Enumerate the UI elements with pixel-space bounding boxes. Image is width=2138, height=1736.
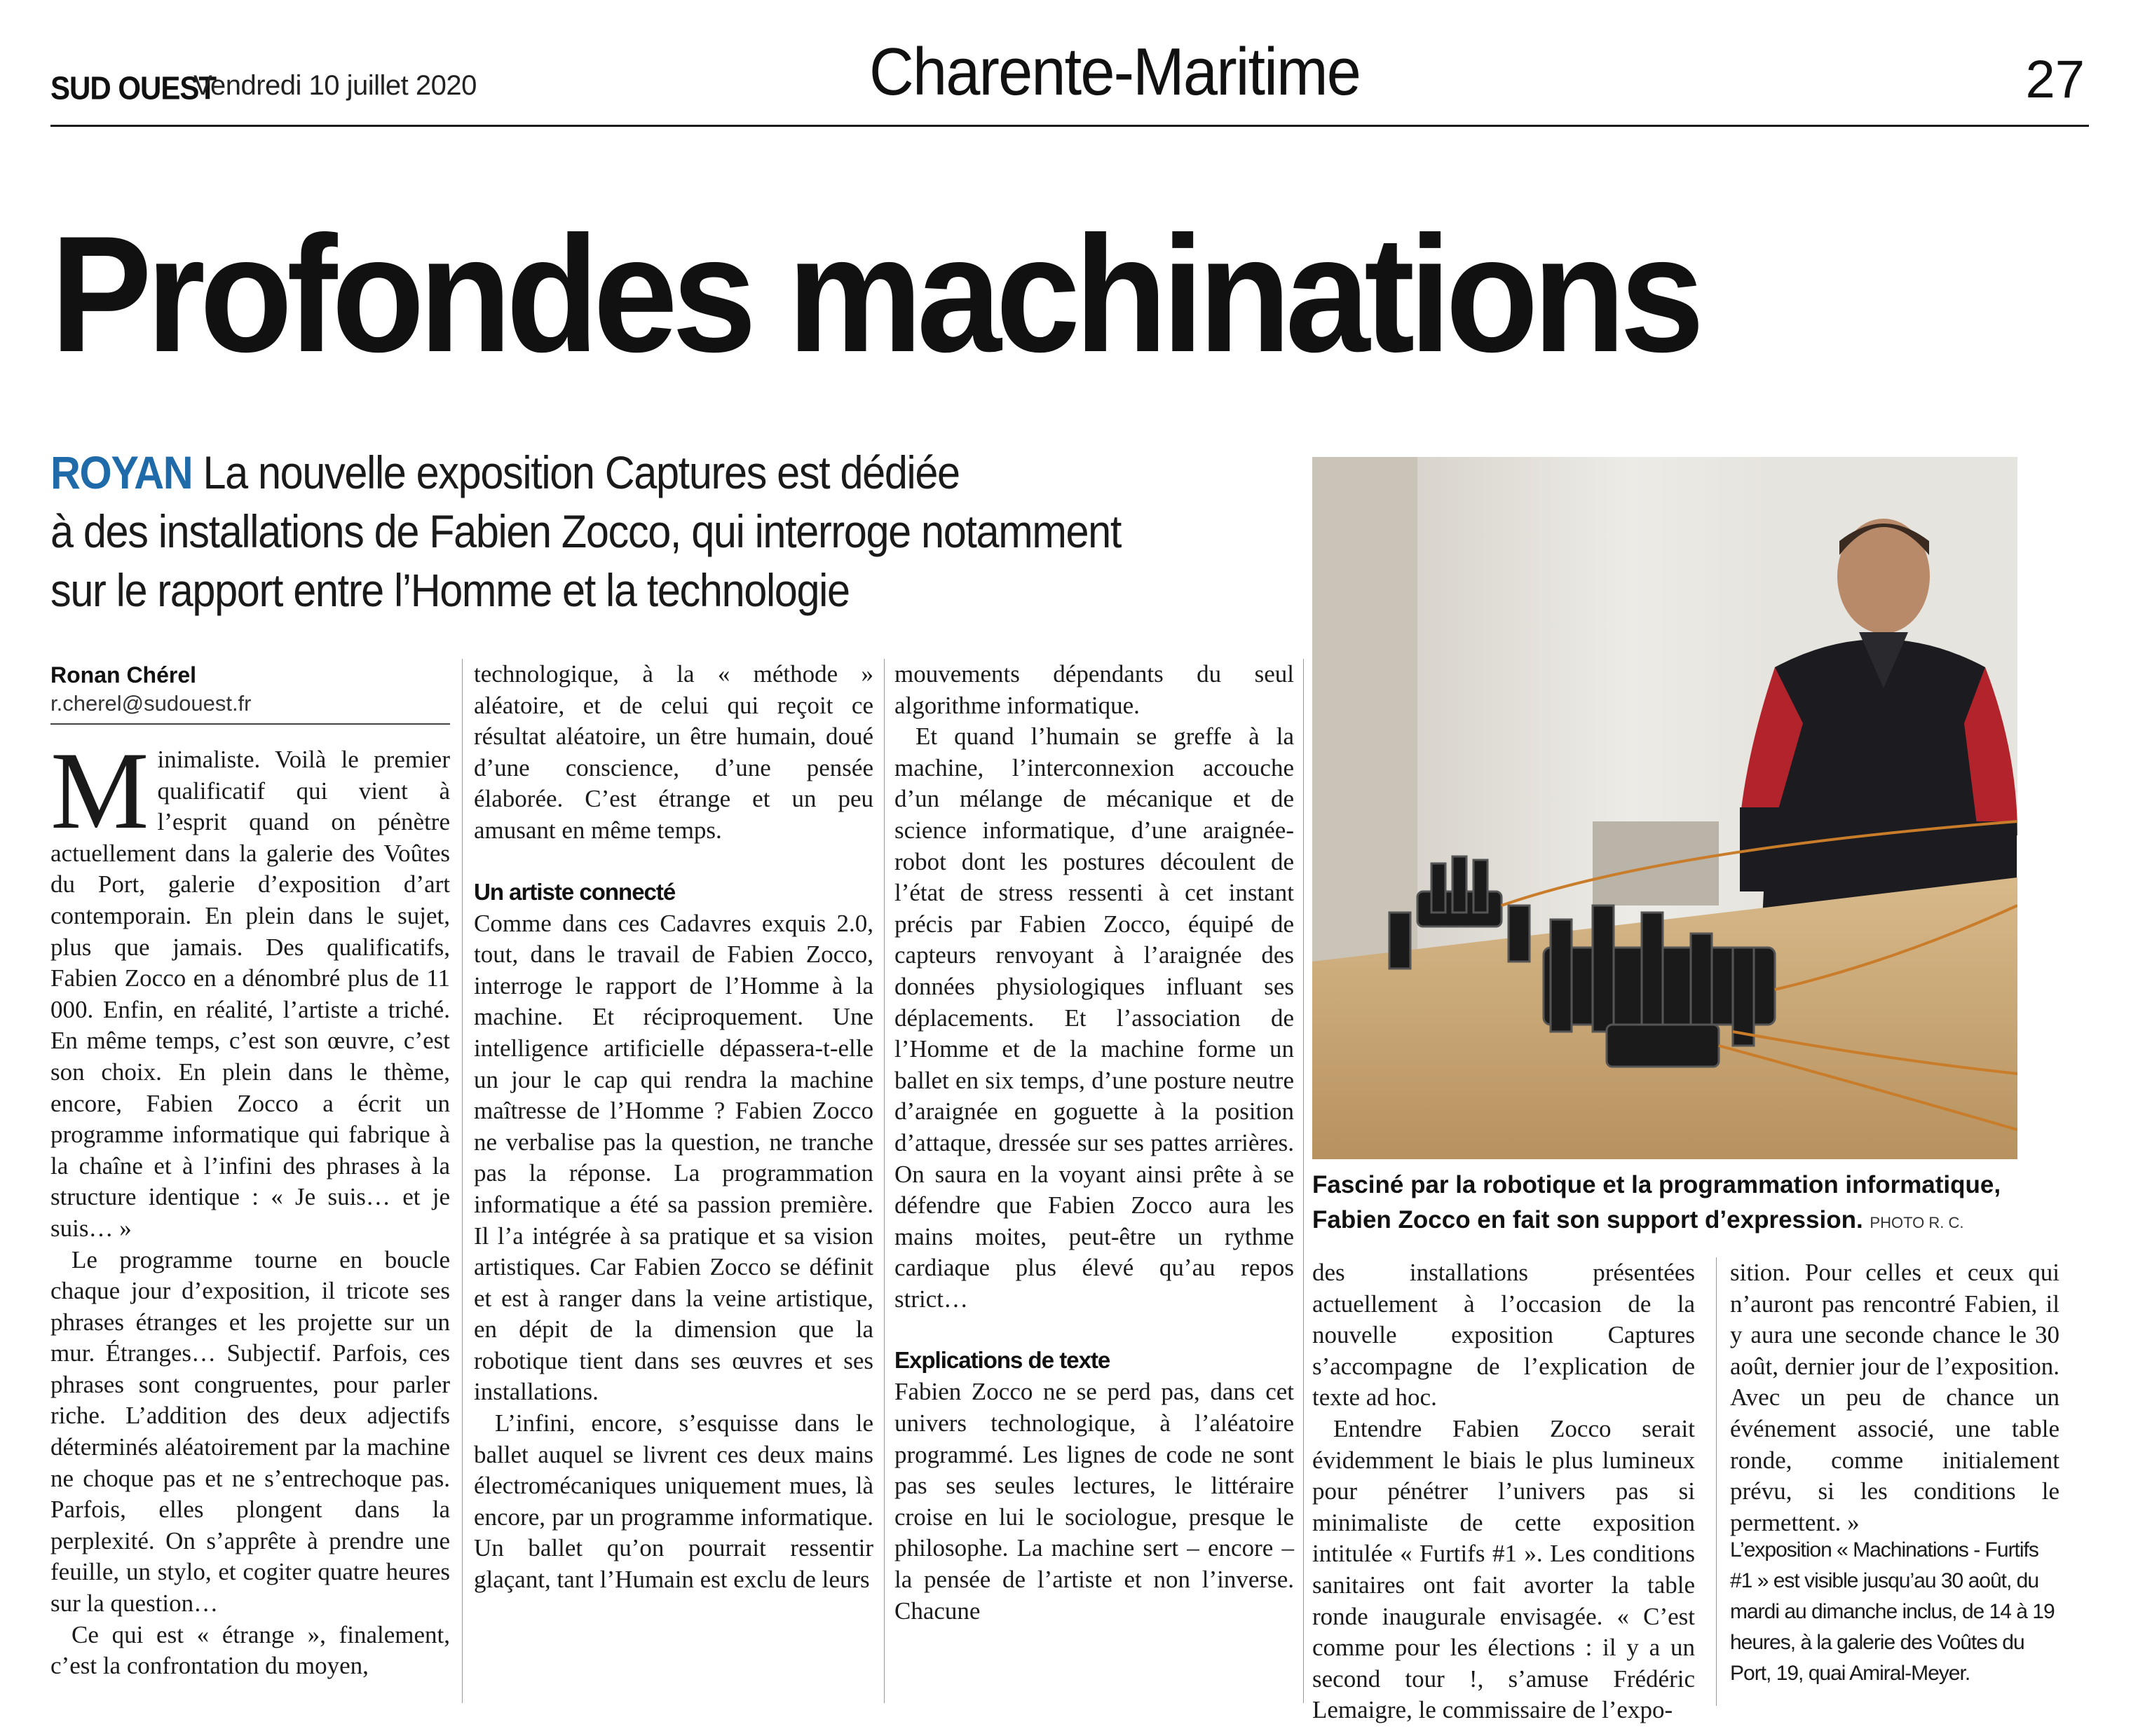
deck-line-3: sur le rapport entre l’Homme et la technologie: [50, 564, 850, 616]
masthead-rule: [50, 125, 2089, 127]
paragraph-1: [50, 730, 450, 1245]
photo-caption: [1312, 1168, 2055, 1241]
deck-kicker: ROYAN: [50, 446, 193, 498]
drop-cap: M: [50, 730, 149, 852]
paragraph-2: Le programme tourne en boucle chaque jour d’exposition, il tricote ses phrases étranges et les projette sur un mur. Étranges… Subjectif. Parfois, ces phrases sont congruentes, pour parler riche. L’addition des deux adjectifs déterminés aléatoirement par la machine ne choque pas et ne s’entrechoque pas. Parfois, elles plongent dans la perplexité. On s’apprête à prendre une feuille, un stylo, et cogiter quatre heures sur la question…: [50, 1245, 450, 1618]
deck-line-1: [50, 443, 1186, 502]
article-deck: [50, 443, 1312, 620]
column-rule-4: [1716, 1257, 1717, 1706]
deck-line-2: à des installations de Fabien Zocco, qui interroge notamment: [50, 505, 1122, 557]
section-title: Charente-Maritime: [869, 34, 1361, 109]
paragraph-5-continued: mouvements dépendants du seul algorithme informatique.: [894, 660, 1294, 719]
column-rule-2: [884, 659, 885, 1703]
column-rule-3: [1303, 659, 1304, 1703]
author-name: Ronan Chérel: [50, 662, 197, 688]
deck-line-1-text: La nouvelle exposition Captures est dédiée: [203, 446, 960, 498]
paragraph-3-continued: technologique, à la « méthode » aléatoire, et de celui qui reçoit ce résultat aléatoire, un être humain, doué d’une conscience, d’une pensée élaborée. C’est étrange et un peu amusant en même temps.: [474, 660, 873, 844]
column-1: [50, 730, 450, 1682]
paragraph-7-continued: des installations présentées actuellement à l’occasion de la nouvelle exposition Captures s’accompagne de l’explication de texte ad hoc.: [1312, 1259, 1695, 1412]
paragraph-3-start: Ce qui est « étrange », finalement, c’est la confrontation du moyen,: [50, 1620, 450, 1680]
column-rule-1: [462, 659, 463, 1703]
paragraph-7-start: Fabien Zocco ne se perd pas, dans cet univers technologique, à l’aléatoire programmé. Les lignes de code ne sont pas ses seules lectures, le littéraire croise en lui le sociologue, presque le philosophe. La machine sert – encore – la pensée de l’artiste et non l’inverse. Chacune: [894, 1378, 1294, 1625]
issue-date: Vendredi 10 juillet 2020: [193, 70, 477, 101]
newspaper-brand: SUD OUEST: [50, 69, 217, 107]
column-2: [474, 659, 873, 1596]
paragraph-6: Et quand l’humain se greffe à la machine, l’interconnexion accouche d’un mélange de mécanique et de science informatique, d’une araignée-robot dont les postures découlent de l’état de stress ressenti à cet instant précis par Fabien Zocco, équipé de capteurs renvoyant à l’araignée des données physiologiques influant ses déplacements. Et l’association de l’Homme et de la machine forme un ballet en six temps, d’une posture neutre d’araignée en goguette à la position d’attaque, dressée sur ses pattes arrières. On saura en la voyant ainsi prête à se défendre que Fabien Zocco aura les mains moites, peut-être un rythme cardiaque plus élevé qu’au repos strict…: [894, 723, 1294, 1313]
caption-text: Fasciné par la robotique et la programmation informatique, Fabien Zocco en fait son support d’expression.: [1312, 1171, 2001, 1233]
byline: [50, 660, 450, 718]
column-3: [894, 659, 1294, 1627]
paragraph-8-continued: sition. Pour celles et ceux qui n’auront pas rencontré Fabien, il y aura une seconde chance le 30 août, dernier jour de l’exposition. Avec un peu de chance un événement associé, une table ronde, comme initialement prévu, si les conditions le permettent. »: [1730, 1259, 2059, 1536]
paragraph-1-text: inimaliste. Voilà le premier qualificatif qui vient à l’esprit quand on pénètre actuellement dans la galerie des Voûtes du Port, galerie d’exposition d’art contemporain. En plein dans le sujet, plus que jamais. Des qualificatifs, Fabien Zocco en a dénombré plus de 11 000. Enfin, en réalité, l’artiste a triché. En même temps, c’est son œuvre, c’est son choix. En plein dans le thème, encore, Fabien Zocco a écrit un programme informatique qui fabrique à la chaîne et à l’infini des phrases à la structure identique : « Je suis… et je suis… »: [50, 746, 450, 1242]
author-email[interactable]: r.cherel@sudouest.fr: [50, 691, 252, 716]
subhead-connected-artist: Un artiste connecté: [474, 878, 676, 905]
page-number: 27: [2025, 50, 2085, 109]
photo-illustration: [1312, 457, 2017, 1159]
byline-rule: [50, 723, 450, 725]
photo-credit: PHOTO R. C.: [1870, 1214, 1964, 1231]
article-photo: [1312, 457, 2017, 1159]
masthead: [50, 28, 2089, 125]
subhead-text-explanations: Explications de texte: [894, 1347, 1110, 1374]
column-4: [1312, 1257, 1695, 1726]
paragraph-4: Comme dans ces Cadavres exquis 2.0, tout, dans le travail de Fabien Zocco, interroge le rapport de l’Homme à la machine. Et réciproquement. Une intelligence artificielle dépassera-t-elle un jour le cap qui rendra la machine maîtresse de l’Homme ? Fabien Zocco ne verbalise pas la question, ne tranche pas la réponse. La programmation informatique a été sa passion première. Il l’a intégrée à sa pratique et sa vision artistiques. Car Fabien Zocco se définit et est à ranger dans la veine artistique, en dépit de la dimension que la robotique tient dans ses œuvres et ses installations.: [474, 909, 873, 1406]
paragraph-8-start: Entendre Fabien Zocco serait évidemment le biais le plus lumineux pour pénétrer l’univers pas si minimaliste de cette exposition intitulée « Furtifs #1 ». Les conditions sanitaires ont fait avorter la table ronde inaugurale envisagée. « C’est comme pour les élections : il y a un second tour !, s’amuse Frédéric Lemaigre, le commissaire de l’expo-: [1312, 1414, 1695, 1724]
column-5: [1730, 1257, 2059, 1538]
paragraph-5-start: L’infini, encore, s’esquisse dans le ballet auquel se livrent ces deux mains électromécaniques uniquement mues, là encore, par un programme informatique. Un ballet qu’on pourrait ressentir glaçant, tant l’Humain est exclu de leurs: [474, 1409, 873, 1594]
article-headline: Profondes machinations: [50, 202, 1699, 387]
exhibition-info: L’exposition « Machinations - Furtifs #1 » est visible jusqu’au 30 août, du mardi au dimanche inclus, de 14 à 19 heures, à la galerie des Voûtes du Port, 19, quai Amiral-Meyer.: [1730, 1538, 2055, 1685]
